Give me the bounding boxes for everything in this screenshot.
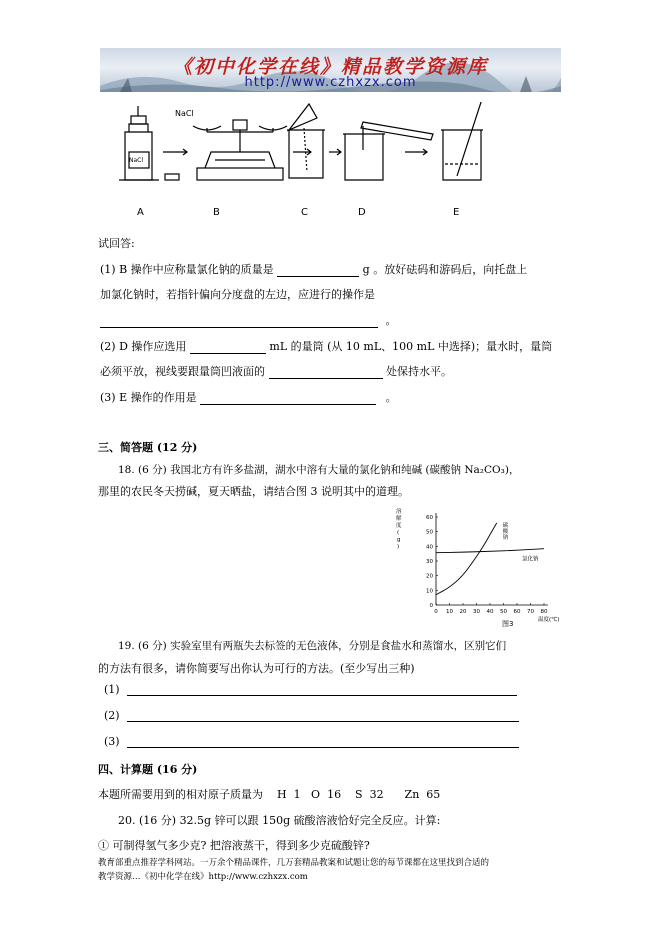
answer-blank-method-3[interactable] — [127, 747, 519, 748]
bottle-label: NaCl — [129, 157, 144, 164]
reagent-bottle-icon — [119, 106, 159, 180]
step-label-c: C — [301, 207, 308, 218]
y-axis-label: 溶解度( g ) — [396, 509, 402, 550]
sodium-carbonate-curve — [436, 523, 497, 595]
q19-blank-label: (3) — [104, 735, 120, 748]
y-tick-label: 20 — [426, 573, 433, 580]
q17-intro: 试回答: — [98, 237, 135, 250]
apparatus-diagram — [115, 102, 515, 188]
q17-p2-text-b: mL 的量筒 (从 10 mL、100 mL 中选择)；量水时，量筒 — [269, 340, 553, 353]
q17-part1-line3 — [100, 312, 397, 328]
q19-blank-label: (1) — [104, 683, 120, 696]
q20-stem: 20. (16 分) 32.5g 锌可以跟 150g 硫酸溶液恰好完全反应。计算: — [118, 814, 441, 827]
q17-part1-line1 — [100, 261, 527, 277]
footer-line2[interactable]: 教学资源…《初中化学在线》http://www.czhxzx.com — [98, 872, 308, 882]
q17-p1-line2: 加氯化钠时，若指针偏向分度盘的左边，应进行的操作是 — [100, 288, 375, 301]
answer-blank-method-2[interactable] — [127, 721, 519, 722]
y-tick-label: 50 — [426, 529, 433, 536]
x-tick-label: 80 — [540, 609, 548, 615]
step-label-d: D — [358, 207, 366, 218]
y-tick-label: 60 — [426, 515, 433, 521]
beaker-d-icon — [343, 122, 433, 180]
q19-blank-1 — [104, 683, 517, 696]
q17-p1-unit: g 。放好砝码和游码后，向托盘上 — [362, 263, 528, 276]
x-tick-label: 10 — [446, 609, 453, 615]
q17-p1-end: 。 — [385, 314, 397, 327]
q19-blank-label: (2) — [104, 709, 120, 722]
sodium-chloride-curve — [436, 549, 544, 553]
answer-blank-operation[interactable] — [100, 327, 378, 328]
solubility-chart — [392, 505, 560, 627]
balance-label: NaCl — [175, 109, 194, 118]
q17-p2-text-c: 必须平放，视线要跟量筒凹液面的 — [100, 365, 265, 378]
q17-p2-text-d: 处保持水平。 — [386, 365, 452, 378]
x-tick-label: 50 — [500, 609, 507, 615]
site-banner — [100, 48, 561, 92]
x-axis-label: 温度(℃) — [538, 617, 560, 623]
y-tick-label: 10 — [426, 588, 433, 595]
q18-line1: 18. (6 分) 我国北方有许多盐湖，湖水中溶有大量的氯化钠和纯碱 (碳酸钠 Na₂CO₃)， — [118, 464, 520, 476]
q18-line2: 那里的农民冬天捞碱，夏天晒盐，请结合图 3 说明其中的道理。 — [98, 485, 409, 498]
x-tick-label: 20 — [459, 609, 467, 615]
q17-part2-line1 — [100, 338, 552, 354]
x-tick-label: 60 — [513, 609, 521, 615]
x-tick-label: 30 — [473, 609, 480, 615]
y-tick-label: 0 — [429, 603, 433, 609]
chart-title: 图3 — [502, 620, 514, 627]
q20-part1: ① 可制得氢气多少克? 把溶液蒸干，得到多少克硫酸锌? — [98, 839, 370, 852]
series-label: 碳酸钠 — [502, 522, 509, 541]
q19-blank-3 — [104, 735, 519, 748]
atomic-masses: 本题所需要用到的相对原子质量为 H 1 O 16 S 32 Zn 65 — [98, 788, 441, 801]
answer-blank-method-1[interactable] — [127, 695, 517, 696]
answer-blank-sightline[interactable] — [269, 378, 383, 379]
step-label-e: E — [453, 207, 460, 218]
balance-icon — [165, 120, 287, 180]
q19-blank-2 — [104, 709, 519, 722]
q19-line2: 的方法有很多，请你简要写出你认为可行的方法。(至少写出三种) — [98, 662, 415, 675]
answer-blank-mass[interactable] — [277, 276, 359, 277]
x-tick-label: 70 — [527, 609, 534, 615]
q17-p1-text: (1) B 操作中应称量氯化钠的质量是 — [100, 263, 274, 276]
section3-heading: 三、简答题 (12 分) — [98, 441, 198, 454]
banner-url[interactable]: http://www.czhxzx.com — [244, 75, 417, 90]
y-tick-label: 30 — [426, 559, 433, 565]
y-tick-label: 40 — [426, 544, 433, 551]
banner-title: 《初中化学在线》精品教学资源库 — [172, 56, 488, 78]
q17-p2-text: (2) D 操作应选用 — [100, 340, 187, 353]
q17-part2-line2 — [100, 363, 452, 379]
beaker-c-icon — [287, 104, 325, 178]
x-tick-label: 0 — [434, 609, 438, 615]
q19-line1: 19. (6 分) 实验室里有两瓶失去标签的无色液体，分别是食盐水和蒸馏水，区别它们 — [118, 640, 507, 652]
step-label-a: A — [137, 207, 144, 218]
step-label-b: B — [213, 207, 220, 218]
answer-blank-e-purpose[interactable] — [200, 404, 376, 405]
section4-heading: 四、计算题 (16 分) — [98, 763, 198, 776]
answer-blank-cylinder[interactable] — [190, 353, 266, 354]
q17-p3-text: (3) E 操作的作用是 — [100, 391, 197, 404]
x-tick-label: 40 — [486, 609, 494, 615]
footer-line1: 教育部重点推荐学科网站。一万余个精品课件，几万套精品教案和试题让您的每节课都在这里找到合适的 — [98, 858, 490, 868]
q17-p3-end: 。 — [385, 391, 397, 404]
series-label: 氯化钠 — [522, 556, 539, 563]
beaker-e-icon — [441, 102, 483, 180]
q17-part3 — [100, 389, 397, 405]
